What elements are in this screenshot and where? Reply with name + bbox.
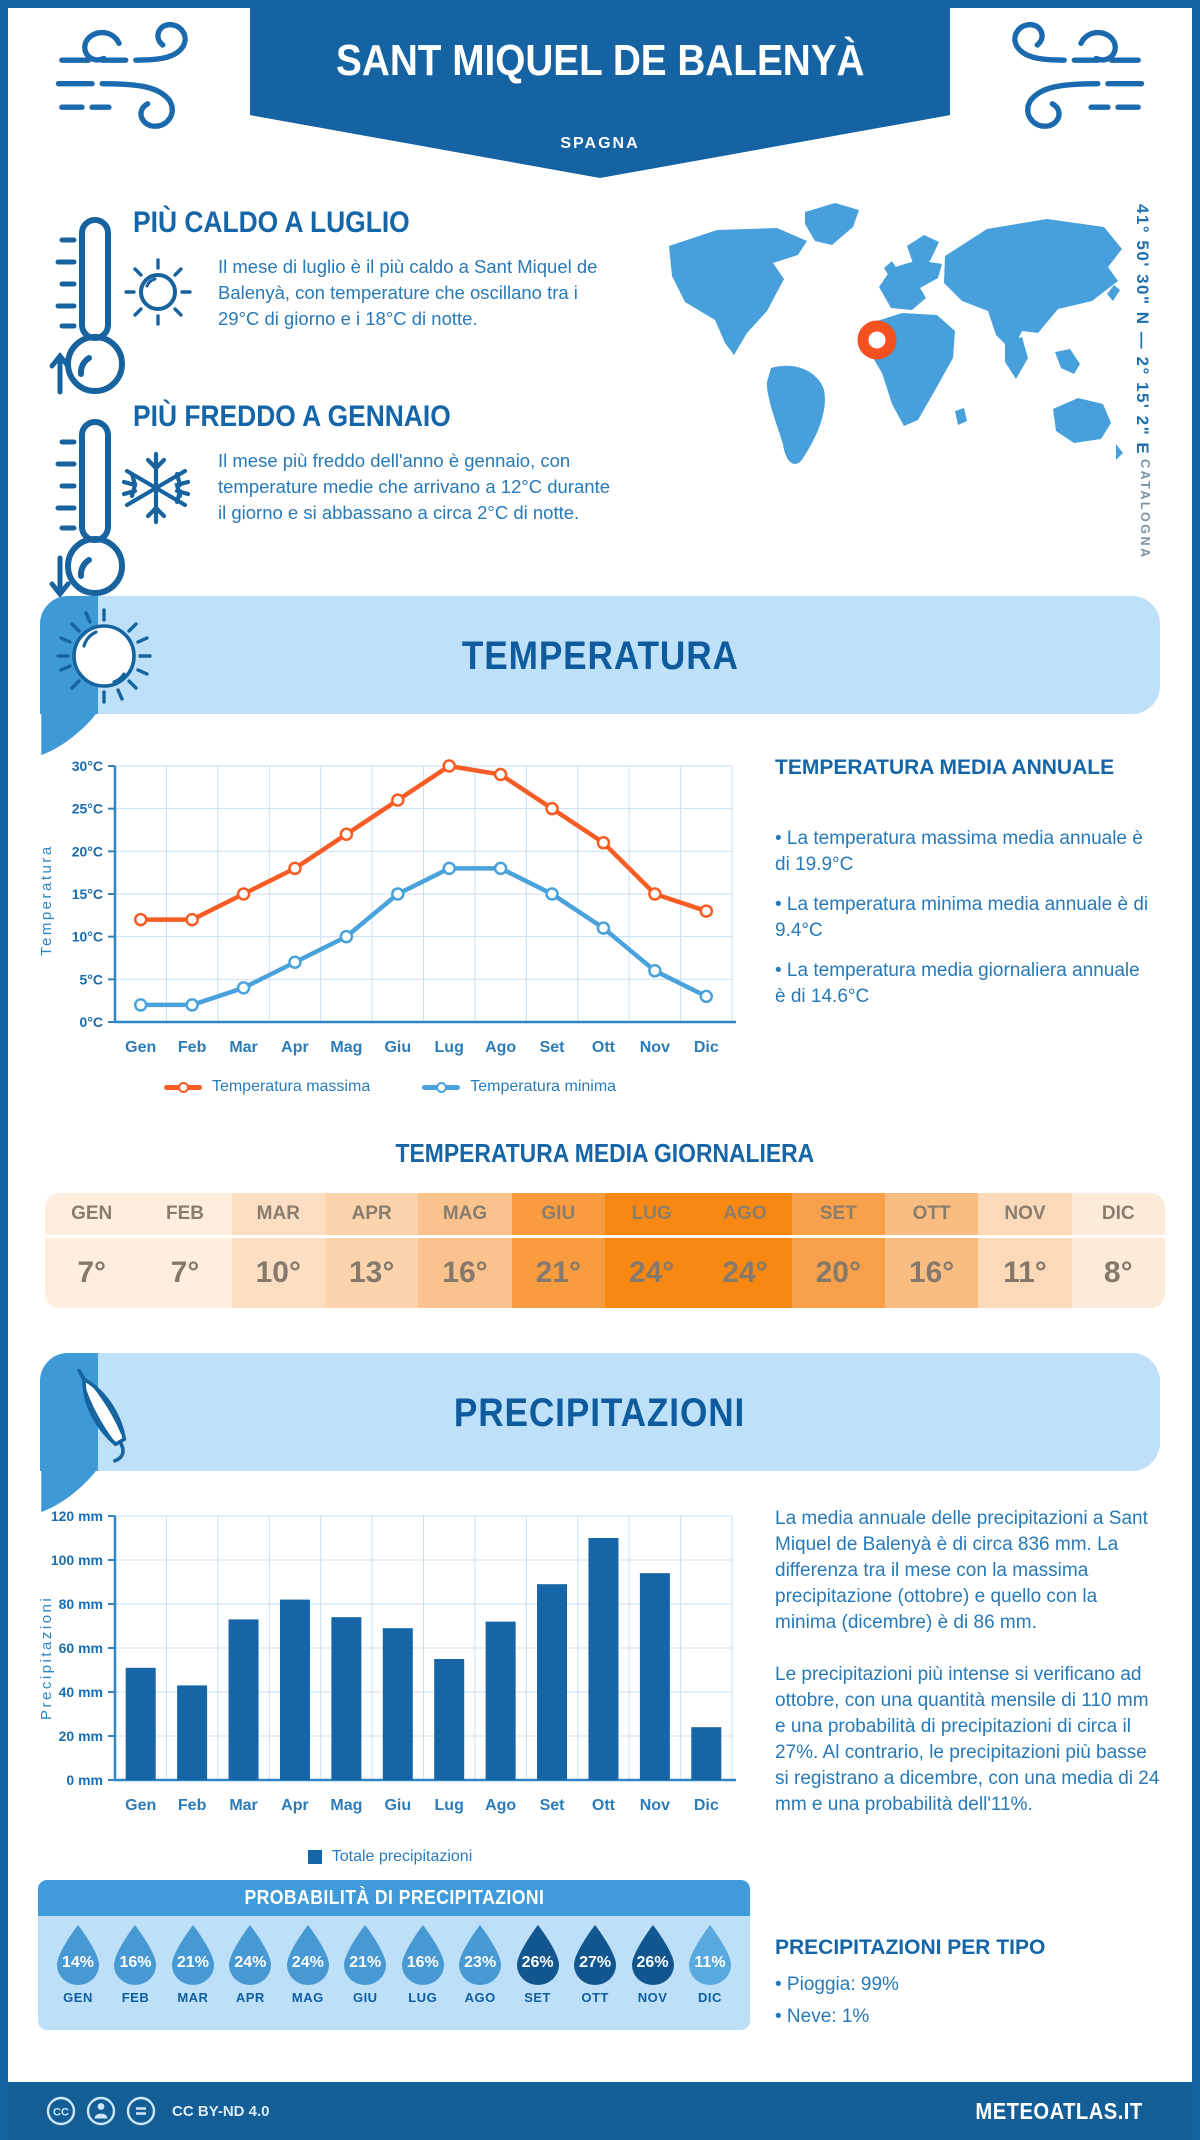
- temperature-section-title: TEMPERATURA: [461, 634, 739, 678]
- svg-text:Mar: Mar: [229, 1039, 258, 1056]
- svg-text:15°C: 15°C: [71, 886, 103, 902]
- annual-bullet: • La temperatura minima media annuale è di 9.4°C: [775, 894, 1149, 941]
- legend-line-min-icon: [422, 1085, 460, 1090]
- temperature-line-chart: [40, 750, 740, 1080]
- location-marker-icon: [863, 326, 891, 354]
- cc-nd-icon: [126, 2096, 156, 2126]
- legend-square-icon: [308, 1850, 322, 1864]
- svg-text:20 mm: 20 mm: [58, 1728, 103, 1744]
- svg-text:0 mm: 0 mm: [66, 1772, 103, 1788]
- svg-text:Apr: Apr: [281, 1797, 309, 1814]
- probability-month: 16% LUG: [397, 1924, 449, 2030]
- wind-icon: [45, 22, 230, 142]
- probability-month: 26% NOV: [627, 1924, 679, 2030]
- svg-text:Ott: Ott: [591, 1039, 616, 1056]
- table-column: MAG 16°: [418, 1193, 511, 1308]
- legend-item-precip: Totale precipitazioni: [308, 1848, 473, 1866]
- highlight-hot-title: PIÙ CALDO A LUGLIO: [133, 206, 410, 239]
- table-column: DIC 8°: [1072, 1193, 1165, 1308]
- svg-text:Set: Set: [539, 1797, 565, 1814]
- license-badges: [46, 2096, 270, 2126]
- probability-month: 26% SET: [512, 1924, 564, 2030]
- svg-text:CC: CC: [53, 2106, 69, 2119]
- snowflake-icon: [116, 448, 196, 528]
- page-title: SANT MIQUEL DE BALENYÀ: [335, 36, 865, 85]
- probability-header: PROBABILITÀ DI PRECIPITAZIONI: [38, 1880, 750, 1916]
- precip-chart-ylabel: Precipitazioni: [38, 1595, 55, 1721]
- world-map: [655, 192, 1137, 487]
- probability-month: 24% APR: [224, 1924, 276, 2030]
- svg-text:Dic: Dic: [693, 1797, 719, 1814]
- page-subtitle: SPAGNA: [560, 135, 640, 152]
- wind-icon: [970, 22, 1155, 142]
- per-tipo-bullet: • Neve: 1%: [775, 2006, 870, 2027]
- probability-month: 23% AGO: [454, 1924, 506, 2030]
- svg-text:100 mm: 100 mm: [50, 1552, 103, 1568]
- cc-by-person-icon: [86, 2096, 116, 2126]
- svg-text:Lug: Lug: [434, 1797, 464, 1814]
- temp-chart-ylabel: Temperatura: [38, 844, 55, 956]
- svg-text:Mar: Mar: [229, 1797, 258, 1814]
- svg-text:0°C: 0°C: [79, 1014, 103, 1030]
- probability-month: 16% FEB: [109, 1924, 161, 2030]
- table-column: GEN 7°: [45, 1193, 138, 1308]
- legend-line-max-icon: [164, 1085, 202, 1090]
- cc-icon: [46, 2096, 76, 2126]
- legend-item-min: Temperatura minima: [422, 1078, 616, 1096]
- probability-month: 11% DIC: [684, 1924, 736, 2030]
- svg-text:Nov: Nov: [639, 1039, 670, 1056]
- precipitation-text-panel: [775, 1506, 1163, 1818]
- svg-text:10°C: 10°C: [71, 928, 103, 945]
- probability-month: 27% OTT: [569, 1924, 621, 2030]
- geo-coordinates: [1132, 204, 1152, 560]
- table-column: LUG 24°: [605, 1193, 698, 1308]
- annual-bullet: • La temperatura massima media annuale è di 19.9°C: [775, 828, 1143, 875]
- probability-panel: [38, 1880, 750, 2030]
- precip-chart-legend: [40, 1848, 740, 1866]
- probability-body: [38, 1916, 750, 2030]
- svg-text:Giu: Giu: [384, 1039, 412, 1056]
- license-label: CC BY-ND 4.0: [172, 2102, 270, 2120]
- svg-text:Ago: Ago: [485, 1797, 517, 1814]
- probability-month: 21% MAR: [167, 1924, 219, 2030]
- legend-item-max: Temperatura massima: [164, 1078, 370, 1096]
- highlight-hot-text: Il mese di luglio è il più caldo a Sant Miquel de Balenyà, con temperature che oscillano tra i 29°C di giorno e i 18°C di notte.: [218, 256, 598, 329]
- table-column: GIU 21°: [512, 1193, 605, 1308]
- svg-text:Dic: Dic: [693, 1039, 719, 1056]
- svg-text:Ago: Ago: [485, 1039, 517, 1056]
- probability-month: 21% GIU: [339, 1924, 391, 2030]
- svg-text:Set: Set: [539, 1039, 565, 1056]
- region-label: CATALOGNA: [1138, 459, 1152, 560]
- svg-text:80 mm: 80 mm: [58, 1596, 103, 1612]
- precip-paragraph: Le precipitazioni più intense si verificano ad ottobre, con una quantità mensile di 110 mm e una probabilità di precipitazioni di circa il 27%. Al contrario, le precipitazioni più basse si registrano a dicembre, con una media di 24 mm e una probabilità dell'11%.: [775, 1664, 1160, 1815]
- precipitation-bar-chart: [40, 1504, 740, 1844]
- svg-text:120 mm: 120 mm: [50, 1508, 103, 1524]
- table-column: OTT 16°: [885, 1193, 978, 1308]
- svg-text:Lug: Lug: [434, 1039, 464, 1056]
- precipitation-type-panel: [775, 1936, 1163, 2030]
- svg-text:40 mm: 40 mm: [58, 1684, 103, 1700]
- svg-text:60 mm: 60 mm: [58, 1640, 103, 1656]
- svg-text:Apr: Apr: [281, 1039, 309, 1056]
- precip-paragraph: La media annuale delle precipitazioni a Sant Miquel de Balenyà è di circa 836 mm. La differenza tra il mese con la massima precipitazione (ottobre) e quello con la minima (dicembre) è di 86 mm.: [775, 1508, 1148, 1633]
- svg-text:Gen: Gen: [125, 1797, 157, 1814]
- svg-text:Feb: Feb: [177, 1039, 207, 1056]
- table-column: MAR 10°: [232, 1193, 325, 1308]
- svg-text:Mag: Mag: [330, 1797, 363, 1814]
- table-column: APR 13°: [325, 1193, 418, 1308]
- temp-chart-legend: [40, 1078, 740, 1096]
- coordinates-label: 41° 50' 30" N — 2° 15' 2" E: [1133, 204, 1152, 456]
- probability-month: 14% GEN: [52, 1924, 104, 2030]
- daily-temperature-table: [45, 1193, 1165, 1308]
- per-tipo-bullet: • Pioggia: 99%: [775, 1974, 899, 1995]
- svg-text:Feb: Feb: [177, 1797, 207, 1814]
- table-column: AGO 24°: [698, 1193, 791, 1308]
- svg-text:5°C: 5°C: [79, 971, 103, 988]
- per-tipo-heading: PRECIPITAZIONI PER TIPO: [775, 1936, 1046, 1959]
- svg-text:Ott: Ott: [591, 1797, 616, 1814]
- svg-text:Mag: Mag: [330, 1039, 363, 1056]
- sun-icon: [120, 254, 196, 330]
- svg-text:Gen: Gen: [125, 1039, 157, 1056]
- table-column: NOV 11°: [978, 1193, 1071, 1308]
- highlight-cold-title: PIÙ FREDDO A GENNAIO: [133, 400, 451, 433]
- table-column: SET 20°: [792, 1193, 885, 1308]
- highlight-cold-text: Il mese più freddo dell'anno è gennaio, con temperature medie che arrivano a 12°C durante il giorno e si abbassano a circa 2°C di notte.: [218, 450, 611, 523]
- annual-heading: TEMPERATURA MEDIA ANNUALE: [775, 756, 1115, 779]
- footer-bar: [8, 2082, 1192, 2140]
- daily-table-title: TEMPERATURA MEDIA GIORNALIERA: [395, 1138, 815, 1168]
- site-name: METEOATLAS.IT: [975, 2097, 1143, 2124]
- annual-bullet: • La temperatura media giornaliera annuale è di 14.6°C: [775, 960, 1140, 1007]
- svg-text:20°C: 20°C: [71, 843, 103, 860]
- svg-text:Nov: Nov: [639, 1797, 670, 1814]
- table-column: FEB 7°: [138, 1193, 231, 1308]
- probability-month: 24% MAG: [282, 1924, 334, 2030]
- svg-text:30°C: 30°C: [71, 758, 103, 774]
- svg-text:25°C: 25°C: [71, 800, 103, 817]
- svg-text:Giu: Giu: [384, 1797, 412, 1814]
- annual-temperature-panel: [775, 756, 1155, 1010]
- precipitation-section-title: PRECIPITAZIONI: [454, 1391, 746, 1435]
